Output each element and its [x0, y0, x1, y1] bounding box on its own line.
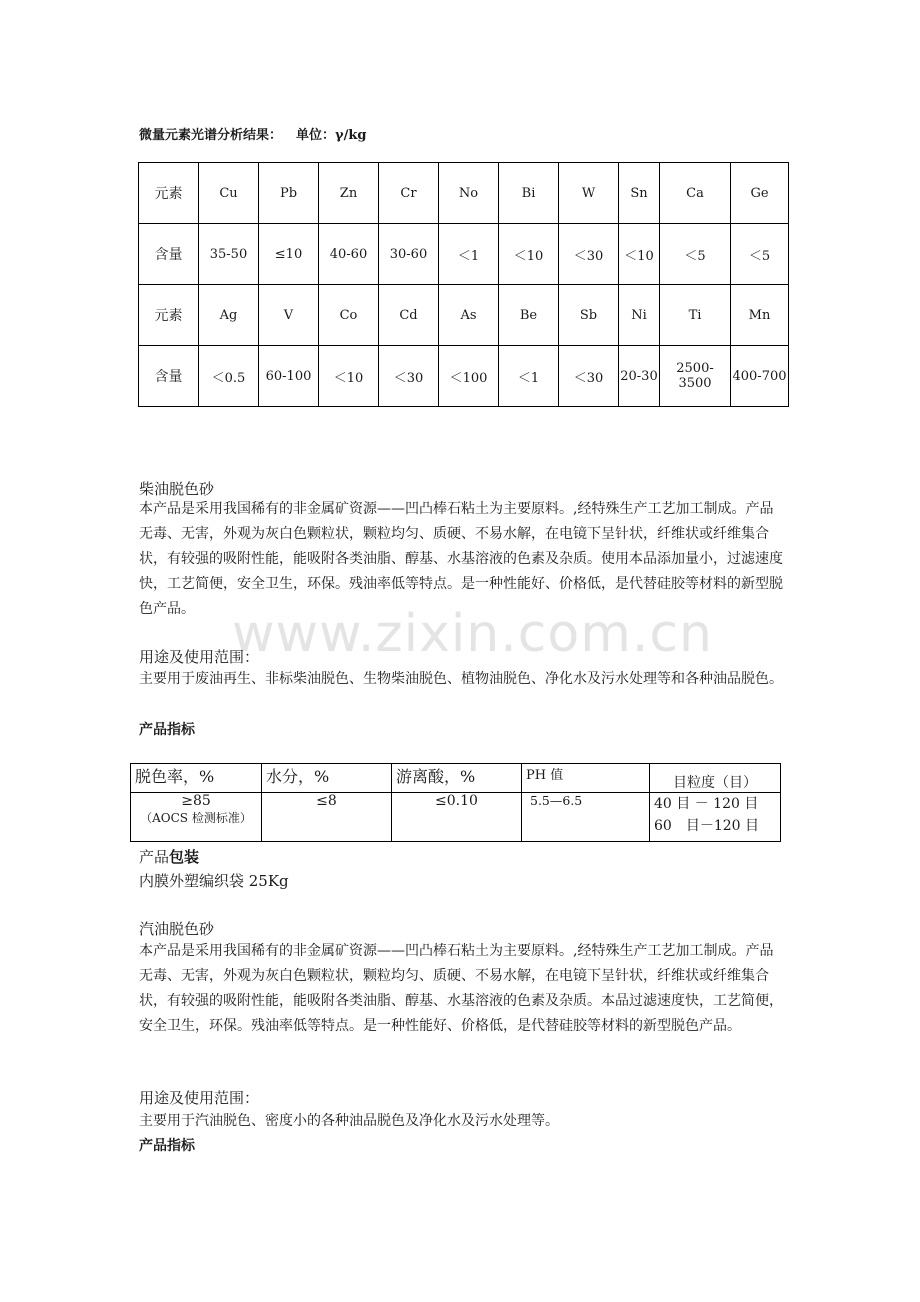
- value-decolor-note: （AOCS 检测标准）: [140, 811, 252, 825]
- gasoline-index-title: 产品指标: [139, 1138, 195, 1154]
- pack-prefix: 产品: [139, 848, 170, 866]
- trace-table-cell: 30-60: [379, 224, 439, 285]
- trace-row-label: 含量: [139, 346, 199, 407]
- value-mesh-2: 60 目－120 目: [654, 818, 759, 834]
- trace-table-cell: Cu: [199, 163, 259, 224]
- trace-table-cell: 40-60: [319, 224, 379, 285]
- diesel-index-title: 产品指标: [139, 722, 195, 738]
- trace-unit-text: 单位：γ/kg: [296, 128, 367, 143]
- header-water: 水分，%: [262, 764, 392, 793]
- trace-table-cell: W: [559, 163, 619, 224]
- trace-table-cell: Sn: [619, 163, 660, 224]
- trace-table-cell: ＜1: [439, 224, 499, 285]
- trace-table-cell: Sb: [559, 285, 619, 346]
- trace-table-row: [139, 224, 789, 285]
- trace-table-cell: As: [439, 285, 499, 346]
- pack-bold: 包装: [169, 848, 200, 866]
- trace-table-cell: Co: [319, 285, 379, 346]
- trace-table-cell: 400-700: [731, 346, 789, 407]
- trace-table-row: [139, 346, 789, 407]
- trace-table-cell: Pb: [259, 163, 319, 224]
- trace-table-cell: Cd: [379, 285, 439, 346]
- trace-table-row: [139, 285, 789, 346]
- diesel-section-title: 柴油脱色砂: [139, 480, 215, 498]
- trace-table-cell: ＜30: [559, 346, 619, 407]
- trace-analysis-title: [139, 124, 366, 143]
- trace-table-cell: ＜10: [619, 224, 660, 285]
- trace-row-label: 元素: [139, 285, 199, 346]
- trace-table-cell: ＜30: [379, 346, 439, 407]
- trace-table-row: [139, 163, 789, 224]
- diesel-index-table: [130, 763, 781, 842]
- trace-table-cell: Ti: [660, 285, 731, 346]
- trace-table-cell: Cr: [379, 163, 439, 224]
- gasoline-description: 本产品是采用我国稀有的非金属矿资源——凹凸棒石粘土为主要原料。,经特殊生产工艺加工制成。产品无毒、无害，外观为灰白色颗粒状，颗粒均匀、质硬、不易水解，在电镜下呈针状，纤维状或纤维集合状，有较强的吸附性能，能吸附各类油脂、醇基、水基溶液的色素及杂质。本品过滤速度快，工艺简便，安全卫生，环保。残油率低等特点。是一种性能好、价格低，是代替硅胶等材料的新型脱色产品。: [139, 943, 783, 1034]
- trace-title-text: 微量元素光谱分析结果：: [139, 128, 283, 143]
- trace-table-cell: 20-30: [619, 346, 660, 407]
- diesel-pack-text: 内膜外塑编织袋 25Kg: [139, 872, 289, 890]
- value-decolor-rate: ≥85: [181, 793, 211, 809]
- trace-table-cell: ＜0.5: [199, 346, 259, 407]
- header-decolor-rate: 脱色率，%: [131, 764, 262, 793]
- trace-table-cell: Ag: [199, 285, 259, 346]
- trace-table-cell: Bi: [499, 163, 559, 224]
- trace-table-cell: Ca: [660, 163, 731, 224]
- trace-table-cell: No: [439, 163, 499, 224]
- watermark: www.zixin.com.cn: [232, 604, 713, 664]
- diesel-pack-title: [139, 846, 199, 867]
- diesel-usage-title: 用途及使用范围：: [139, 648, 260, 666]
- trace-table-cell: Ni: [619, 285, 660, 346]
- header-mesh: 目粒度（目）: [650, 764, 781, 793]
- value-ph: 5.5—6.5: [522, 793, 650, 842]
- trace-table-cell: ＜1: [499, 346, 559, 407]
- trace-table-cell: Ge: [731, 163, 789, 224]
- value-free-acid: ≤0.10: [392, 793, 522, 842]
- header-free-acid: 游离酸，%: [392, 764, 522, 793]
- trace-table-cell: ＜5: [660, 224, 731, 285]
- gasoline-usage-text: 主要用于汽油脱色、密度小的各种油品脱色及净化水及污水处理等。: [139, 1113, 559, 1129]
- trace-table-cell: ＜10: [499, 224, 559, 285]
- trace-table-cell: Mn: [731, 285, 789, 346]
- trace-table-cell: ≤10: [259, 224, 319, 285]
- trace-table-cell: Be: [499, 285, 559, 346]
- trace-table-cell: Zn: [319, 163, 379, 224]
- trace-row-label: 含量: [139, 224, 199, 285]
- diesel-usage-text: 主要用于废油再生、非标柴油脱色、生物柴油脱色、植物油脱色、净化水及污水处理等和各种油品脱色。: [139, 671, 783, 687]
- trace-table-cell: ＜10: [319, 346, 379, 407]
- gasoline-usage-title: 用途及使用范围：: [139, 1089, 260, 1107]
- gasoline-section-title: 汽油脱色砂: [139, 920, 215, 938]
- trace-table-cell: ＜5: [731, 224, 789, 285]
- trace-table-cell: ＜100: [439, 346, 499, 407]
- trace-table-cell: ＜30: [559, 224, 619, 285]
- header-ph: PH 值: [522, 764, 650, 793]
- trace-row-label: 元素: [139, 163, 199, 224]
- trace-table-cell: 60-100: [259, 346, 319, 407]
- value-water: ≤8: [262, 793, 392, 842]
- diesel-description: 本产品是采用我国稀有的非金属矿资源——凹凸棒石粘土为主要原料。,经特殊生产工艺加工制成。产品无毒、无害，外观为灰白色颗粒状，颗粒均匀、质硬、不易水解，在电镜下呈针状，纤维状或纤维集合状，有较强的吸附性能，能吸附各类油脂、醇基、水基溶液的色素及杂质。使用本品添加量小，过滤速度快，工艺简便，安全卫生，环保。残油率低等特点。是一种性能好、价格低，是代替硅胶等材料的新型脱色产品。: [139, 501, 783, 617]
- trace-element-table: [138, 162, 789, 407]
- trace-table-cell: 35-50: [199, 224, 259, 285]
- trace-table-cell: V: [259, 285, 319, 346]
- value-mesh-1: 40 目 － 120 目: [654, 796, 759, 812]
- trace-table-cell: 2500-3500: [660, 346, 731, 407]
